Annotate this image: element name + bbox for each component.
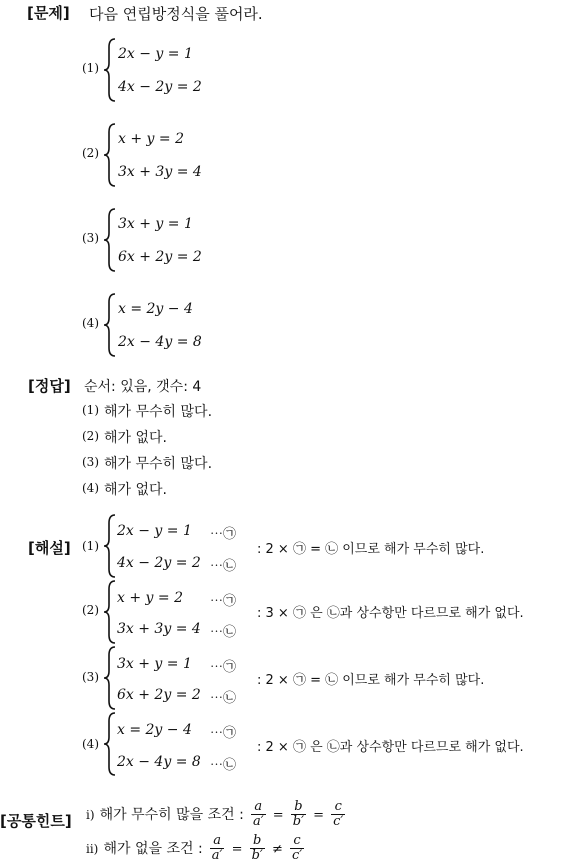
equation-1: x + y = 2 — [117, 590, 183, 606]
denominator: b′ — [251, 848, 263, 863]
brace-icon — [103, 37, 117, 103]
equation-2: 6x + 2y = 2 — [117, 687, 201, 703]
numerator: c — [293, 833, 301, 848]
equation-2: 3x + 3y = 4 — [117, 621, 201, 637]
numerator: a — [254, 799, 263, 814]
brace-icon — [103, 645, 117, 711]
equation-tag-1: ⋯㉠ — [210, 660, 237, 675]
fraction — [331, 800, 345, 829]
answer-text: 해가 없다. — [104, 430, 167, 446]
equation-tag-2: ⋯㉡ — [210, 625, 237, 640]
numerator: c — [334, 799, 342, 814]
hint-number: ⅱ) — [86, 842, 99, 856]
operator: = — [313, 808, 325, 823]
denominator: c′ — [333, 814, 344, 829]
operator: = — [231, 842, 243, 857]
operator: ≠ — [271, 842, 283, 857]
brace-icon — [103, 579, 117, 645]
hint-item — [86, 800, 347, 829]
solution-explanation: : 3 × ㉠ 은 ㉡과 상수항만 다르므로 해가 없다. — [257, 606, 524, 621]
solution-item-number: (4) — [82, 737, 99, 751]
problem-item-number: (1) — [82, 61, 99, 75]
equation-tag-1: ⋯㉠ — [210, 594, 237, 609]
brace-icon — [103, 207, 117, 273]
equation-1: x = 2y − 4 — [117, 722, 192, 738]
denominator: c′ — [291, 848, 303, 863]
answer-number: (2) — [82, 429, 99, 443]
equation-1: x = 2y − 4 — [118, 301, 193, 317]
answer-label: [정답] — [28, 377, 71, 395]
equation-1: 3x + y = 1 — [117, 656, 192, 672]
equation-2: 6x + 2y = 2 — [118, 249, 202, 265]
equation-1: 3x + y = 1 — [118, 216, 193, 232]
answer-text: 해가 무수히 많다. — [104, 404, 213, 420]
answer-number: (1) — [82, 403, 99, 417]
hint-text: 해가 무수히 많을 조건 : — [99, 807, 244, 823]
problem-instruction: 다음 연립방정식을 풀어라. — [89, 5, 263, 23]
brace-icon — [103, 513, 117, 579]
answer-text: 해가 무수히 많다. — [104, 456, 213, 472]
numerator: a — [213, 833, 221, 848]
equation-tag-2: ⋯㉡ — [210, 559, 237, 574]
equation-2: 4x − 2y = 2 — [118, 79, 202, 95]
solution-explanation: : 2 × ㉠ = ㉡ 이므로 해가 무수히 많다. — [257, 673, 485, 688]
equation-1: 2x − y = 1 — [117, 523, 192, 539]
answer-number: (4) — [82, 481, 99, 495]
solution-label: [해설] — [28, 539, 71, 557]
equation-tag-1: ⋯㉠ — [210, 527, 237, 542]
brace-icon — [103, 711, 117, 777]
problem-item-number: (3) — [82, 231, 99, 245]
answer-number: (3) — [82, 455, 99, 469]
equation-tag-2: ⋯㉡ — [210, 758, 237, 773]
solution-item-number: (2) — [82, 603, 99, 617]
answer-summary: 순서: 있음, 갯수: 4 — [84, 379, 202, 395]
solution-item-number: (3) — [82, 670, 99, 684]
numerator: b — [253, 833, 262, 848]
operator: = — [272, 808, 284, 823]
denominator: a′ — [252, 814, 264, 829]
hint-label: [공통힌트] — [0, 812, 72, 830]
denominator: a′ — [211, 848, 223, 863]
fraction — [291, 800, 306, 829]
fraction — [210, 834, 225, 863]
brace-icon — [103, 292, 117, 358]
answer-text: 해가 없다. — [104, 482, 167, 498]
solution-explanation: : 2 × ㉠ 은 ㉡과 상수항만 다르므로 해가 없다. — [257, 740, 524, 755]
equation-1: x + y = 2 — [118, 131, 184, 147]
equation-tag-2: ⋯㉡ — [210, 691, 237, 706]
equation-2: 2x − 4y = 8 — [117, 754, 201, 770]
solution-item-number: (1) — [82, 539, 99, 553]
hint-text: 해가 없을 조건 : — [103, 841, 203, 857]
equation-tag-1: ⋯㉠ — [210, 726, 237, 741]
fraction — [251, 800, 266, 829]
fraction — [290, 834, 304, 863]
equation-2: 3x + 3y = 4 — [118, 164, 202, 180]
numerator: b — [294, 799, 303, 814]
brace-icon — [103, 122, 117, 188]
equation-2: 2x − 4y = 8 — [118, 334, 202, 350]
problem-item-number: (4) — [82, 316, 99, 330]
equation-2: 4x − 2y = 2 — [117, 555, 201, 571]
hint-number: ⅰ) — [86, 808, 95, 822]
equation-1: 2x − y = 1 — [118, 46, 193, 62]
denominator: b′ — [292, 814, 305, 829]
solution-explanation: : 2 × ㉠ = ㉡ 이므로 해가 무수히 많다. — [257, 542, 485, 557]
problem-label: [문제] — [27, 4, 70, 22]
fraction — [250, 834, 265, 863]
problem-item-number: (2) — [82, 146, 99, 160]
hint-item — [86, 834, 306, 863]
